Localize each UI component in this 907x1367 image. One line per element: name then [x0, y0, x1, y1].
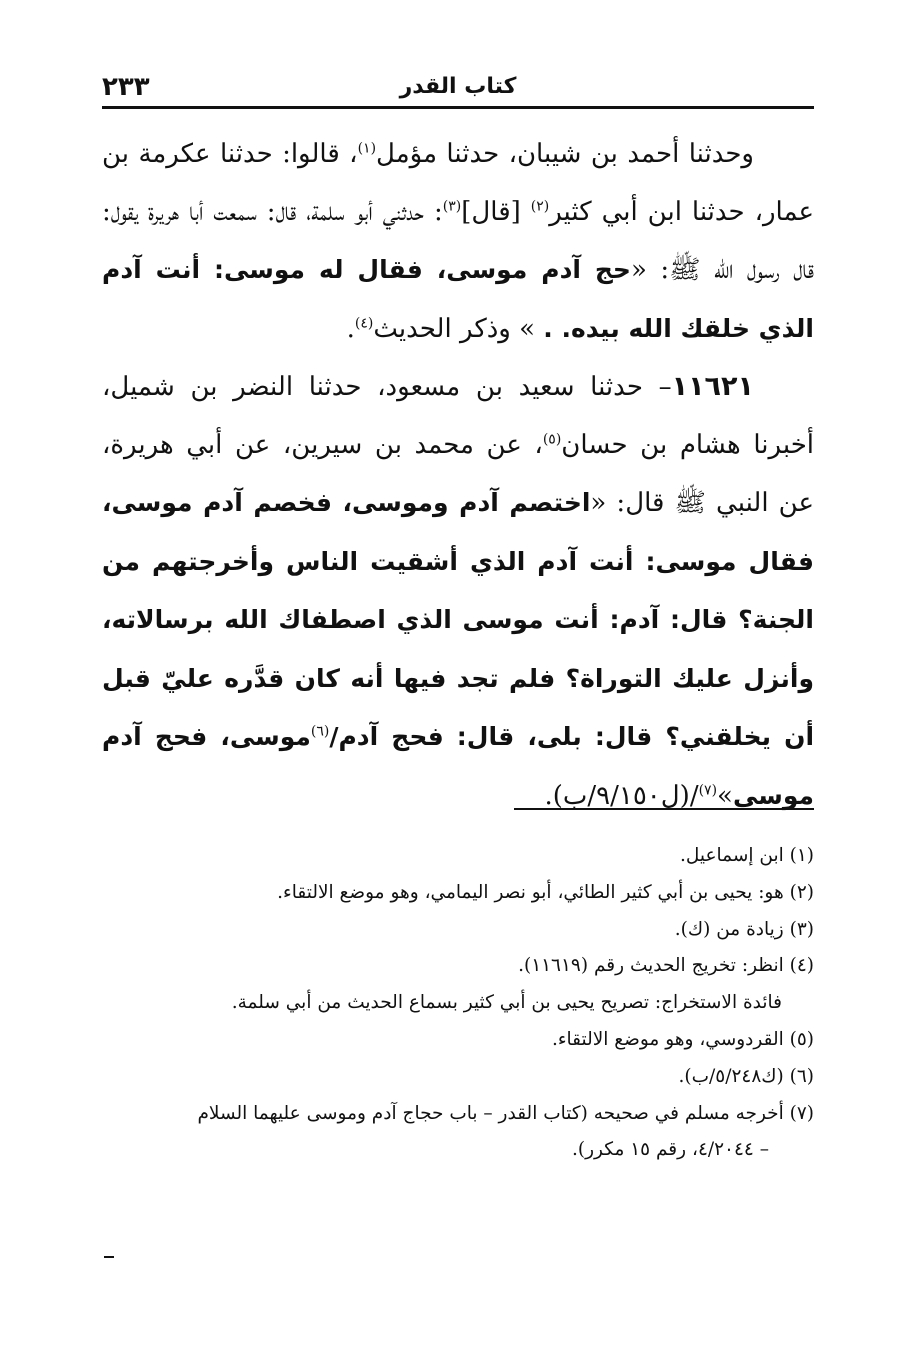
running-title: كتاب القدر	[399, 74, 517, 99]
footnote-ref: (٣)	[442, 197, 462, 214]
footnote-separator	[514, 808, 814, 810]
hadith-matn: اختصم آدم وموسى، فخصم آدم موسى، فقال موسى: أنت آدم الذي أشقيت الناس وأخرجتهم من الجنة؟ قال: آدم: أنت موسى الذي اصطفاك الله برسالاته، وأنزل عليك التوراة؟ فلم تجد فيها أنه كان قدَّره عليّ قبل أن يخلقني؟ قال: بلى، قال: فحج آدم/	[102, 488, 815, 751]
text-run: .	[346, 313, 355, 344]
footnote-6: (٦) (ك٥/٢٤٨/ب).	[678, 1065, 814, 1087]
text-run: [قال]	[461, 196, 531, 227]
page-header	[102, 72, 814, 106]
footnote-2: (٢) هو: يحيى بن أبي كثير الطائي، أبو نصر اليمامي، وهو موضع الالتقاء.	[277, 881, 814, 903]
main-text	[102, 126, 814, 825]
hadith-number: ١١٦٢١	[671, 371, 754, 402]
text-run: ، قالوا: حدثنا عكرمة بن عمار، حدثنا ابن أبي كثير	[102, 139, 814, 227]
footnote-ref: (٦)	[310, 723, 330, 740]
footnote-4: (٤) انظر: تخريج الحديث رقم (١١٦١٩).	[518, 955, 814, 977]
footnote-3: (٣) زيادة من (ك).	[674, 918, 814, 940]
text-run: ، عن محمد بن سيرين، عن أبي هريرة، عن النبي ﷺ قال: «	[102, 429, 814, 518]
text-run: – حدثنا سعيد بن مسعود، حدثنا النضر بن شميل، أخبرنا هشام بن حسان	[102, 372, 814, 460]
footnote-ref: (٥)	[542, 430, 562, 447]
text-run: : حدثني أبو سلمة، قال: سمعت أبا هريرة يقول: قال رسول الله ﷺ: «	[102, 196, 814, 285]
footnote-ref: (٤)	[354, 314, 374, 331]
text-run: » وذكر الحديث	[373, 313, 544, 344]
footnote-7: (٧) أخرجه مسلم في صحيحه (كتاب القدر – باب حجاج آدم وموسى عليهما السلام	[197, 1102, 814, 1124]
footnote-ref: (٢)	[530, 197, 550, 214]
text-run: »	[717, 780, 733, 811]
footnote-ref: (١)	[357, 140, 377, 157]
text-run: وحدثنا أحمد بن شيبان، حدثنا مؤمل	[376, 139, 754, 169]
footnote-7-continuation: – ٤/٢٠٤٤، رقم ١٥ مكرر).	[571, 1139, 769, 1161]
footnotes	[102, 838, 814, 1169]
footnote-ref: (٧)	[698, 781, 718, 798]
page-number: ٢٣٣	[102, 72, 150, 102]
footnote-4-note: فائدة الاستخراج: تصريح يحيى بن أبي كثير بسماع الحديث من أبي سلمة.	[231, 992, 782, 1014]
hadith-matn: موسى، فحج آدم موسى	[102, 722, 814, 810]
footnote-5: (٥) القردوسي، وهو موضع الالتقاء.	[551, 1028, 814, 1050]
hadith-matn: حج آدم موسى، فقال له موسى: أنت آدم الذي خلقك الله بيده. .	[102, 255, 814, 343]
paragraph-chain-continuation	[102, 126, 814, 358]
page-mark	[104, 1256, 114, 1258]
paragraph-hadith-11621	[102, 358, 814, 825]
header-rule	[102, 106, 814, 109]
footnote-1: (١) ابن إسماعيل.	[680, 845, 814, 866]
manuscript-folio-ref: /(ل٩/١٥٠/ب).	[544, 780, 699, 811]
